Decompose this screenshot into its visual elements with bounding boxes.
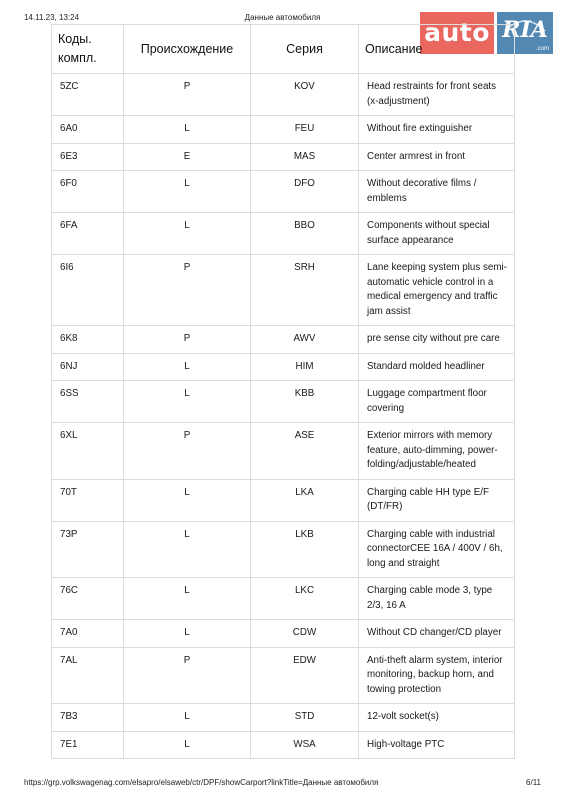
cell-origin: L [124,213,251,255]
cell-code: 6F0 [52,171,124,213]
cell-series: WSA [251,731,359,759]
cell-code: 6A0 [52,116,124,144]
cell-code: 7A0 [52,620,124,648]
cell-origin: L [124,620,251,648]
table-row [52,479,515,521]
table-row [52,704,515,732]
cell-origin: L [124,578,251,620]
cell-series: EDW [251,647,359,704]
cell-code: 5ZC [52,74,124,116]
cell-origin: L [124,171,251,213]
cell-series: MAS [251,143,359,171]
header-origin: Происхождение [124,25,251,74]
cell-description: High-voltage PTC [359,731,515,759]
header-code: Коды. компл. [52,25,124,74]
cell-code: 6SS [52,381,124,423]
cell-series: CDW [251,620,359,648]
cell-origin: L [124,704,251,732]
cell-description: Without decorative films / emblems [359,171,515,213]
cell-code: 6NJ [52,353,124,381]
cell-code: 70T [52,479,124,521]
cell-origin: P [124,647,251,704]
cell-description: Luggage compartment floor covering [359,381,515,423]
watermark-ria-text: RIA [502,17,548,43]
cell-description: Center armrest in front [359,143,515,171]
cell-description: Standard molded headliner [359,353,515,381]
cell-series: DFO [251,171,359,213]
equipment-codes-table [51,24,515,759]
table-row [52,171,515,213]
cell-code: 6K8 [52,326,124,354]
table-row [52,647,515,704]
print-page-number: 6/11 [526,778,541,787]
cell-origin: L [124,353,251,381]
table-row [52,578,515,620]
cell-series: KBB [251,381,359,423]
cell-description: Exterior mirrors with memory feature, auto-dimming, power-folding/adjustable/heated [359,423,515,480]
table-row [52,353,515,381]
cell-code: 73P [52,521,124,578]
table-row [52,521,515,578]
cell-description: Without CD changer/CD player [359,620,515,648]
cell-series: KOV [251,74,359,116]
print-page-title: Данные автомобиля [244,13,321,22]
cell-series: ASE [251,423,359,480]
cell-series: HIM [251,353,359,381]
cell-origin: L [124,381,251,423]
cell-code: 7AL [52,647,124,704]
cell-code: 76C [52,578,124,620]
cell-origin: P [124,423,251,480]
table-row [52,74,515,116]
cell-description: 12-volt socket(s) [359,704,515,732]
table-body [52,74,515,759]
cell-series: STD [251,704,359,732]
cell-origin: P [124,326,251,354]
cell-description: Head restraints for front seats (x-adjustment) [359,74,515,116]
cell-code: 7E1 [52,731,124,759]
watermark-ria-suffix: .com [535,46,549,52]
cell-code: 6XL [52,423,124,480]
cell-description: Without fire extinguisher [359,116,515,144]
cell-series: LKA [251,479,359,521]
table-row [52,255,515,326]
cell-description: Lane keeping system plus semi-automatic vehicle control in a medical emergency and traffic jam assist [359,255,515,326]
cell-description: Anti-theft alarm system, interior monitoring, backup horn, and towing protection [359,647,515,704]
cell-description: Charging cable mode 3, type 2/3, 16 A [359,578,515,620]
watermark-auto-text: auto [420,12,494,54]
table-header-row [52,25,515,74]
header-description: Описание [359,25,515,74]
cell-code: 6E3 [52,143,124,171]
table-row [52,620,515,648]
cell-description: Charging cable with industrial connectorCEE 16A / 400V / 6h, long and straight [359,521,515,578]
cell-origin: L [124,479,251,521]
cell-description: Components without special surface appearance [359,213,515,255]
cell-code: 6FA [52,213,124,255]
table-row [52,381,515,423]
table-row [52,143,515,171]
cell-code: 7B3 [52,704,124,732]
cell-series: AWV [251,326,359,354]
cell-origin: L [124,731,251,759]
cell-origin: L [124,116,251,144]
cell-origin: P [124,74,251,116]
cell-description: pre sense city without pre care [359,326,515,354]
print-datetime: 14.11.23, 13:24 [24,13,80,22]
cell-origin: E [124,143,251,171]
cell-origin: L [124,521,251,578]
cell-series: BBO [251,213,359,255]
header-series: Серия [251,25,359,74]
cell-series: LKB [251,521,359,578]
table-row [52,116,515,144]
cell-series: SRH [251,255,359,326]
table-row [52,731,515,759]
cell-origin: P [124,255,251,326]
cell-series: FEU [251,116,359,144]
table-row [52,326,515,354]
print-url: https://grp.volkswagenag.com/elsapro/elsaweb/ctr/DPF/showCarport?linkTitle=Данные автомобиля [24,778,379,787]
cell-series: LKC [251,578,359,620]
cell-description: Charging cable HH type E/F (DT/FR) [359,479,515,521]
cell-code: 6I6 [52,255,124,326]
table-row [52,213,515,255]
table-row [52,423,515,480]
